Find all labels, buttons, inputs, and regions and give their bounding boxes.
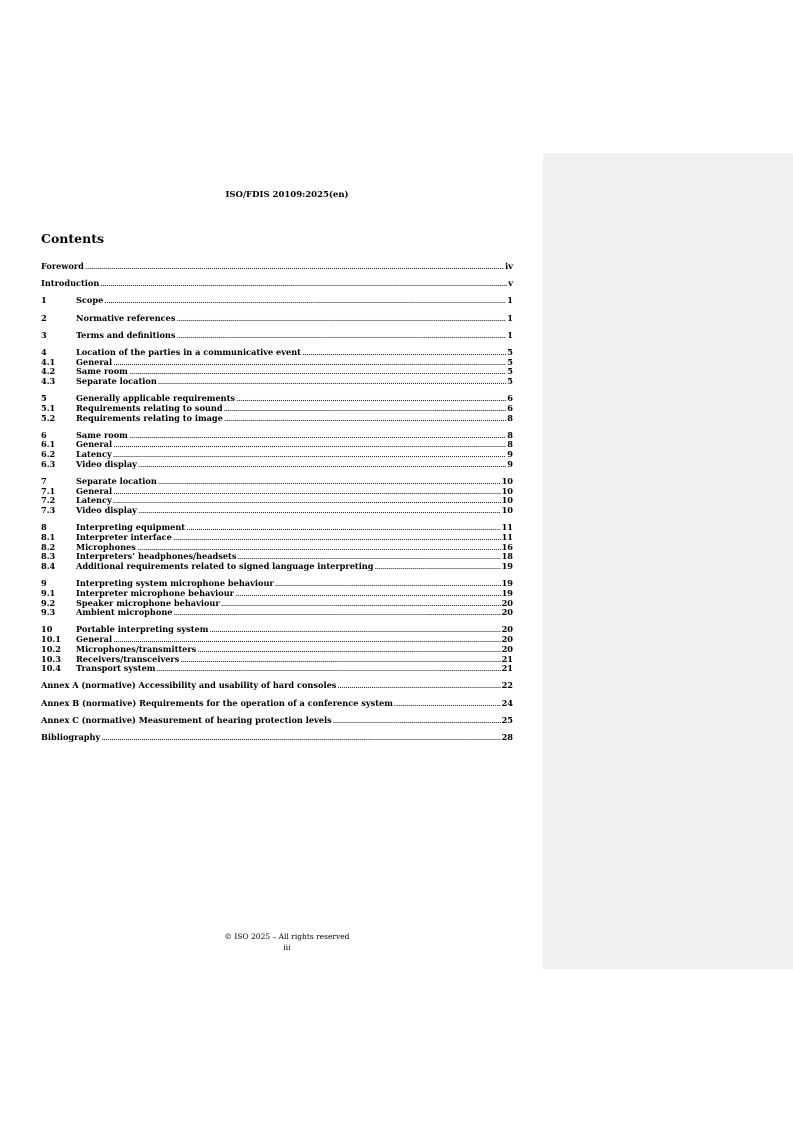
toc-entry-title: Foreword <box>41 261 84 271</box>
toc-entry-page: 22 <box>501 680 513 691</box>
toc-entry[interactable] <box>41 664 513 674</box>
toc-entry-page: iv <box>505 261 513 271</box>
toc-entry-number: 8.2 <box>41 541 56 552</box>
toc-dot-leader <box>113 487 501 497</box>
toc-entry-page: 16 <box>501 541 513 552</box>
toc-entry-number: 9.2 <box>41 597 56 608</box>
toc-entry-page: 10 <box>501 476 513 486</box>
toc-entry[interactable] <box>41 331 513 341</box>
toc-entry[interactable] <box>41 414 513 424</box>
table-of-contents <box>41 262 513 743</box>
toc-entry-page: 6 <box>507 393 513 404</box>
toc-entry-title: Latency <box>76 449 112 460</box>
toc-entry-title: Generally applicable requirements <box>76 393 236 404</box>
toc-entry-number: 7.1 <box>41 485 56 496</box>
toc-entry-page: 20 <box>501 607 513 618</box>
toc-entry-title: Separate location <box>76 476 157 486</box>
toc-dot-leader <box>333 716 501 726</box>
toc-entry-title: Latency <box>76 495 112 506</box>
toc-entry-page: 20 <box>501 597 513 608</box>
toc-entry-number: 4 <box>41 346 47 357</box>
toc-entry-title: Speaker microphone behaviour <box>76 597 220 608</box>
toc-dot-leader <box>100 279 507 289</box>
toc-entry-number: 9.3 <box>41 607 56 618</box>
toc-entry-number: 5.1 <box>41 402 56 413</box>
toc-entry-number: 10 <box>41 624 53 635</box>
toc-dot-leader <box>104 296 506 306</box>
toc-entry-number: 10.4 <box>41 663 61 674</box>
toc-dot-leader <box>113 496 501 506</box>
toc-entry[interactable] <box>41 699 513 709</box>
toc-entry-number: 8.4 <box>41 561 56 571</box>
toc-dot-leader <box>113 440 506 450</box>
toc-dot-leader <box>158 477 501 487</box>
toc-dot-leader <box>173 608 500 618</box>
toc-entry-page: 5 <box>507 346 513 357</box>
toc-dot-leader <box>173 533 501 543</box>
toc-entry-number: 5 <box>41 393 47 404</box>
toc-entry-page: 11 <box>501 531 513 542</box>
toc-entry-title: Interpreting system microphone behaviour <box>76 578 274 589</box>
toc-entry[interactable] <box>41 506 513 516</box>
toc-entry-page: 19 <box>501 587 513 598</box>
toc-entry-number: 8.1 <box>41 531 56 542</box>
toc-entry-title: Portable interpreting system <box>76 624 209 635</box>
toc-dot-leader <box>186 523 501 533</box>
toc-entry-title: Terms and definitions <box>76 329 176 340</box>
toc-dot-leader <box>177 331 507 341</box>
toc-entry-page: 8 <box>507 439 513 450</box>
toc-entry-title: Normative references <box>76 312 176 323</box>
toc-entry-page: 5 <box>507 376 513 386</box>
comment-pane <box>543 153 793 969</box>
toc-entry-number: 7.2 <box>41 495 56 506</box>
toc-entry-title: Requirements relating to image <box>76 412 223 423</box>
toc-entry-title: Separate location <box>76 376 157 386</box>
toc-entry-number: 1 <box>41 295 47 306</box>
toc-entry-page: 18 <box>501 551 513 562</box>
toc-entry-title: Same room <box>76 429 128 440</box>
toc-entry-page: 8 <box>507 412 513 423</box>
toc-dot-leader <box>302 348 506 358</box>
toc-dot-leader <box>176 314 506 324</box>
toc-entry-title: Interpreter microphone behaviour <box>76 587 234 598</box>
toc-entry-title: Additional requirements related to signed language interpreting <box>76 561 374 571</box>
toc-dot-leader <box>221 599 501 609</box>
toc-dot-leader <box>236 394 506 404</box>
toc-entry-number: 4.2 <box>41 366 56 377</box>
toc-entry[interactable] <box>41 681 513 691</box>
toc-dot-leader <box>129 367 506 377</box>
toc-dot-leader <box>138 460 506 470</box>
toc-entry-title: Annex C (normative) Measurement of hearing protection levels <box>41 714 332 725</box>
toc-entry-number: 4.1 <box>41 356 56 367</box>
toc-entry-page: 1 <box>507 295 513 306</box>
toc-entry-number: 4.3 <box>41 376 56 386</box>
toc-entry-page: 9 <box>507 449 513 460</box>
toc-entry-page: 21 <box>501 663 513 674</box>
toc-entry[interactable] <box>41 262 513 272</box>
toc-dot-leader <box>337 681 500 691</box>
toc-entry-title: Bibliography <box>41 731 101 742</box>
toc-dot-leader <box>224 404 507 414</box>
toc-entry-page: 8 <box>507 429 513 440</box>
toc-entry[interactable] <box>41 562 513 572</box>
toc-entry-number: 8.3 <box>41 551 56 562</box>
toc-entry-title: Interpreters’ headphones/headsets <box>76 551 237 562</box>
toc-dot-leader <box>375 562 501 572</box>
toc-dot-leader <box>275 579 501 589</box>
toc-dot-leader <box>235 589 501 599</box>
toc-entry-page: 1 <box>507 329 513 340</box>
toc-entry-number: 3 <box>41 329 47 340</box>
toc-entry-page: 9 <box>507 458 513 469</box>
toc-entry-page: 20 <box>501 624 513 635</box>
toc-entry-title: General <box>76 439 113 450</box>
toc-entry-number: 8 <box>41 522 47 533</box>
toc-entry-title: Microphones/transmitters <box>76 643 197 654</box>
toc-dot-leader <box>113 450 507 460</box>
toc-entry[interactable] <box>41 608 513 618</box>
toc-entry-page: 1 <box>507 312 513 323</box>
toc-entry-page: 10 <box>501 505 513 516</box>
toc-entry-number: 10.1 <box>41 634 61 645</box>
toc-entry-title: General <box>76 356 113 367</box>
toc-dot-leader <box>101 733 500 743</box>
toc-entry-title: Scope <box>76 295 104 306</box>
toc-entry-number: 7 <box>41 476 47 486</box>
toc-entry-number: 2 <box>41 312 47 323</box>
toc-entry-page: 19 <box>501 578 513 589</box>
toc-dot-leader <box>113 358 506 368</box>
toc-entry-number: 6.3 <box>41 458 56 469</box>
toc-entry[interactable] <box>41 733 513 743</box>
toc-entry-title: Video display <box>76 505 137 516</box>
toc-entry[interactable] <box>41 716 513 726</box>
toc-entry[interactable] <box>41 460 513 470</box>
toc-entry-title: Requirements relating to sound <box>76 402 223 413</box>
toc-dot-leader <box>209 625 500 635</box>
toc-dot-leader <box>224 414 506 424</box>
toc-entry-page: 5 <box>507 356 513 367</box>
toc-entry[interactable] <box>41 314 513 324</box>
toc-dot-leader <box>180 655 500 665</box>
toc-entry-page: 20 <box>501 643 513 654</box>
toc-entry[interactable] <box>41 377 513 387</box>
toc-dot-leader <box>129 431 506 441</box>
toc-entry-page: 25 <box>501 714 513 725</box>
toc-entry-page: 5 <box>507 366 513 377</box>
contents-title: Contents <box>41 231 105 246</box>
toc-dot-leader <box>138 506 501 516</box>
toc-dot-leader <box>394 699 501 709</box>
toc-entry-number: 7.3 <box>41 505 56 516</box>
toc-entry-title: General <box>76 485 113 496</box>
toc-dot-leader <box>158 377 507 387</box>
toc-dot-leader <box>197 645 500 655</box>
toc-entry-page: 11 <box>501 522 513 533</box>
toc-entry-title: Introduction <box>41 278 100 289</box>
toc-entry-number: 5.2 <box>41 412 56 423</box>
toc-entry-title: Same room <box>76 366 128 377</box>
toc-entry-title: Interpreter interface <box>76 531 172 542</box>
toc-entry-page: 20 <box>501 634 513 645</box>
toc-entry-number: 9.1 <box>41 587 56 598</box>
toc-entry[interactable] <box>41 279 513 289</box>
toc-dot-leader <box>85 262 504 272</box>
toc-entry-page: 10 <box>501 485 513 496</box>
footer-page-number: iii <box>283 943 291 952</box>
toc-entry-page: v <box>508 278 513 289</box>
toc-entry-title: General <box>76 634 113 645</box>
toc-entry-number: 6 <box>41 429 47 440</box>
toc-entry-title: Interpreting equipment <box>76 522 186 533</box>
toc-entry-number: 10.3 <box>41 653 61 664</box>
toc-entry-title: Receivers/transceivers <box>76 653 180 664</box>
toc-entry-page: 6 <box>507 402 513 413</box>
toc-entry-number: 9 <box>41 578 47 589</box>
toc-entry-page: 10 <box>501 495 513 506</box>
toc-entry[interactable] <box>41 296 513 306</box>
toc-entry-page: 19 <box>501 561 513 571</box>
toc-entry-title: Microphones <box>76 541 136 552</box>
toc-entry-number: 6.1 <box>41 439 56 450</box>
footer-copyright: © ISO 2025 – All rights reserved <box>224 932 350 941</box>
toc-entry-number: 10.2 <box>41 643 61 654</box>
toc-entry-title: Video display <box>76 458 137 469</box>
document-header: ISO/FDIS 20109:2025(en) <box>225 190 349 200</box>
toc-entry-title: Annex A (normative) Accessibility and usability of hard consoles <box>41 680 337 691</box>
toc-entry-page: 24 <box>501 697 513 708</box>
toc-entry-title: Location of the parties in a communicative event <box>76 346 301 357</box>
toc-entry-title: Transport system <box>76 663 156 674</box>
toc-entry-title: Annex B (normative) Requirements for the operation of a conference system <box>41 697 393 708</box>
toc-dot-leader <box>156 664 500 674</box>
toc-entry-title: Ambient microphone <box>76 607 173 618</box>
toc-entry-number: 6.2 <box>41 449 56 460</box>
toc-entry-page: 21 <box>501 653 513 664</box>
toc-entry-page: 28 <box>501 731 513 742</box>
